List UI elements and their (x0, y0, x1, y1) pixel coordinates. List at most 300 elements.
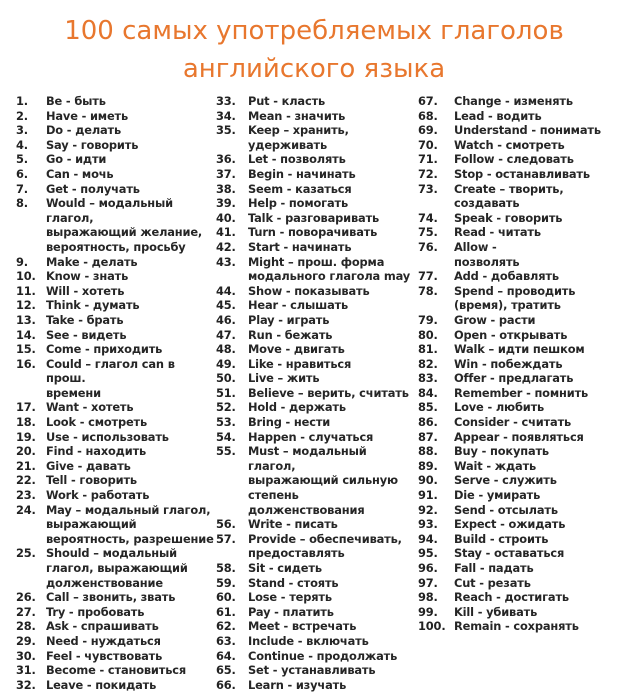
verb-number: 87. (418, 429, 438, 444)
verb-list-item (16, 298, 214, 313)
verb-number: 20. (16, 444, 36, 459)
verb-list-item (216, 678, 416, 692)
verb-text: Create – творить, создавать (454, 181, 564, 211)
verb-text: Continue - продолжать (248, 648, 398, 663)
verb-number: 56. (216, 517, 236, 532)
verb-list-item (418, 211, 623, 226)
verb-number: 84. (418, 385, 438, 400)
verb-number: 61. (216, 604, 236, 619)
verb-list-item (216, 430, 416, 445)
verb-text: Believe – верить, считать (248, 385, 409, 400)
verb-list-item (16, 357, 214, 401)
verb-column-2 (216, 94, 416, 692)
verb-text: Serve - служить (454, 473, 557, 488)
verb-list-item (16, 430, 214, 445)
verb-text: Could – глагол can в прош. времени (46, 356, 175, 400)
verb-number: 98. (418, 590, 438, 605)
verb-list-item (418, 371, 623, 386)
verb-number: 53. (216, 415, 236, 430)
verb-text: Buy - покупать (454, 444, 549, 459)
verb-number: 22. (16, 473, 36, 488)
verb-number: 44. (216, 283, 236, 298)
verb-number: 67. (418, 94, 438, 108)
verb-list-item (216, 255, 416, 284)
verb-text: Think - думать (46, 298, 140, 313)
verb-list-item (16, 182, 214, 197)
verb-text: Build - строить (454, 531, 549, 546)
verb-list-item (418, 488, 623, 503)
verb-text: Expect - ожидать (454, 517, 566, 532)
verb-number: 27. (16, 604, 36, 619)
verb-list-item (16, 415, 214, 430)
verb-number: 51. (216, 385, 236, 400)
verb-text: Call – звонить, звать (46, 590, 176, 605)
verb-text: Read - читать (454, 225, 541, 240)
verb-list-item (418, 109, 623, 124)
verb-number: 52. (216, 400, 236, 415)
verb-text: Must – модальный глагол, выражающий сильную степень долженствования (248, 444, 398, 517)
verb-text: Will - хотеть (46, 283, 125, 298)
verb-list-item (216, 619, 416, 634)
verb-list-item (216, 561, 416, 576)
verb-number: 70. (418, 137, 438, 152)
verb-list-item (16, 342, 214, 357)
verb-text: Fall - падать (454, 561, 534, 575)
verb-number: 23. (16, 488, 36, 503)
verb-list-item (216, 225, 416, 240)
verb-list-item (16, 196, 214, 254)
verb-list-item (216, 313, 416, 328)
verb-number: 17. (16, 400, 36, 415)
verb-number: 73. (418, 181, 438, 196)
verb-text: Walk – идти пешком (454, 342, 585, 357)
verb-list-item (216, 284, 416, 299)
verb-text: Want - хотеть (46, 400, 134, 415)
verb-number: 2. (16, 108, 28, 123)
verb-text: Die - умирать (454, 488, 541, 503)
verb-list-item (418, 342, 623, 357)
verb-list-item (418, 182, 623, 211)
verb-text: Learn - изучать (248, 677, 347, 692)
verb-number: 88. (418, 444, 438, 459)
verb-list-item (418, 576, 623, 591)
verb-number: 25. (16, 546, 36, 561)
verb-number: 4. (16, 137, 28, 152)
verb-list-item (16, 138, 214, 153)
verb-list-item (418, 225, 623, 240)
verb-number: 77. (418, 269, 438, 284)
verb-text: Would – модальный глагол, выражающий желание, вероятность, просьбу (46, 196, 203, 254)
verb-text: Love - любить (454, 400, 545, 415)
verb-number: 5. (16, 152, 28, 167)
verb-number: 3. (16, 123, 28, 138)
verb-list-item (216, 649, 416, 664)
verb-number: 65. (216, 663, 236, 678)
verb-list-item (418, 152, 623, 167)
verb-text: Can - мочь (46, 166, 114, 181)
verb-text: Do - делать (46, 123, 122, 138)
verb-list-item (418, 94, 623, 109)
verb-list-item (216, 400, 416, 415)
verb-number: 48. (216, 342, 236, 357)
verb-text: Need - нуждаться (46, 633, 161, 648)
verb-number: 99. (418, 604, 438, 619)
verb-text: Follow - следовать (454, 152, 574, 167)
verb-number: 41. (216, 225, 236, 240)
verb-text: Become - становиться (46, 663, 187, 678)
verb-number: 26. (16, 590, 36, 605)
verb-text: Kill - убивать (454, 604, 538, 619)
verb-text: Run - бежать (248, 327, 333, 342)
verb-list-item (16, 488, 214, 503)
verb-text: Stand - стоять (248, 575, 339, 590)
verb-number: 60. (216, 590, 236, 605)
verb-number: 91. (418, 488, 438, 503)
verb-number: 33. (216, 94, 236, 108)
verb-number: 46. (216, 312, 236, 327)
verb-number: 59. (216, 575, 236, 590)
verb-text: Should – модальный глагол, выражающий долженствование (46, 546, 188, 590)
verb-number: 1. (16, 94, 28, 108)
verb-text: Say - говорить (46, 137, 139, 152)
verb-number: 42. (216, 239, 236, 254)
verb-number: 29. (16, 633, 36, 648)
verb-list-item (16, 313, 214, 328)
verb-text: Lead - водить (454, 108, 542, 123)
verb-text: Bring - нести (248, 415, 331, 430)
verb-text: Work - работать (46, 488, 150, 503)
verb-number: 39. (216, 196, 236, 211)
verb-list-item (216, 371, 416, 386)
verb-list-item (16, 459, 214, 474)
verb-number: 74. (418, 210, 438, 225)
verb-number: 96. (418, 561, 438, 575)
verb-text: Hear - слышать (248, 298, 349, 313)
verb-number: 89. (418, 458, 438, 473)
verb-number: 57. (216, 531, 236, 546)
verb-list-item (216, 240, 416, 255)
verb-number: 31. (16, 663, 36, 678)
verb-number: 8. (16, 196, 28, 211)
verb-number: 43. (216, 254, 236, 269)
verb-text: Move - двигать (248, 342, 345, 357)
verb-number: 35. (216, 123, 236, 138)
verb-list-item (418, 313, 623, 328)
verb-number: 86. (418, 415, 438, 430)
verb-number: 19. (16, 429, 36, 444)
verb-text: Might – прош. форма модального глагола may (248, 254, 411, 284)
verb-text: Like - нравиться (248, 356, 352, 371)
verb-list-item (16, 328, 214, 343)
verb-text: Talk - разговаривать (248, 210, 380, 225)
verb-number: 72. (418, 166, 438, 181)
verb-number: 40. (216, 210, 236, 225)
verb-number: 55. (216, 444, 236, 459)
verb-list-item (418, 532, 623, 547)
verb-text: Wait - ждать (454, 458, 537, 473)
verb-text: Change - изменять (454, 94, 573, 108)
verb-number: 97. (418, 575, 438, 590)
verb-number: 7. (16, 181, 28, 196)
verb-text: Stay - оставаться (454, 546, 565, 561)
verb-text: Cut - резать (454, 575, 531, 590)
verb-number: 47. (216, 327, 236, 342)
verb-list-item (418, 328, 623, 343)
verb-list-item (418, 561, 623, 576)
verb-list-item (216, 298, 416, 313)
verb-list-item (216, 386, 416, 401)
verb-text: Hold - держать (248, 400, 346, 415)
verb-text: Make - делать (46, 254, 138, 269)
verb-text: Include - включать (248, 633, 369, 648)
verb-list-item (418, 240, 623, 269)
verb-list-item (16, 619, 214, 634)
verb-text: Turn - поворачивать (248, 225, 378, 240)
verb-list-item (418, 269, 623, 284)
verb-number: 37. (216, 166, 236, 181)
verb-text: Stop - останавливать (454, 166, 590, 181)
verb-list-item (418, 517, 623, 532)
verb-text: Set - устанавливать (248, 663, 376, 678)
verb-list-item (216, 123, 416, 152)
verb-list-item (418, 473, 623, 488)
verb-list-item (216, 357, 416, 372)
verb-list-item (216, 182, 416, 197)
verb-list-item (16, 400, 214, 415)
verb-list-item (16, 678, 214, 692)
verb-text: Speak - говорить (454, 210, 563, 225)
verb-number: 54. (216, 429, 236, 444)
verb-number: 83. (418, 371, 438, 386)
verb-text: Leave - покидать (46, 677, 157, 692)
verb-list-item (16, 152, 214, 167)
verb-list-item (216, 109, 416, 124)
verb-list-item (216, 211, 416, 226)
verb-number: 63. (216, 633, 236, 648)
verb-text: Spend – проводить (время), тратить (454, 283, 576, 313)
verb-list-item (216, 590, 416, 605)
verb-text: Play - играть (248, 312, 330, 327)
verb-list-item (216, 605, 416, 620)
verb-list-item (418, 459, 623, 474)
verb-list-item (16, 94, 214, 109)
verb-text: Meet - встречать (248, 619, 357, 634)
verb-text: Grow - расти (454, 312, 536, 327)
verb-text: Use - использовать (46, 429, 169, 444)
verb-list-item (418, 590, 623, 605)
verb-text: Try - пробовать (46, 604, 145, 619)
verb-text: Mean - значить (248, 108, 346, 123)
verb-number: 81. (418, 342, 438, 357)
verb-list-item (216, 342, 416, 357)
verb-list-item (418, 284, 623, 313)
verb-list-item (16, 269, 214, 284)
verb-list-item (216, 576, 416, 591)
verb-text: Take - брать (46, 312, 124, 327)
verb-text: Ask - спрашивать (46, 619, 159, 634)
verb-number: 85. (418, 400, 438, 415)
verb-number: 32. (16, 677, 36, 692)
verb-number: 58. (216, 561, 236, 575)
verb-text: Begin - начинать (248, 166, 356, 181)
verb-text: Appear - появляться (454, 429, 584, 444)
verb-list-item (418, 138, 623, 153)
verb-text: Go - идти (46, 152, 107, 167)
verb-text: Watch - смотреть (454, 137, 565, 152)
verb-text: Consider - считать (454, 415, 572, 430)
verb-number: 82. (418, 356, 438, 371)
verb-list-item (16, 473, 214, 488)
verb-text: Reach - достигать (454, 590, 569, 605)
verb-list-item (418, 444, 623, 459)
verb-number: 78. (418, 283, 438, 298)
verb-number: 79. (418, 312, 438, 327)
verb-number: 38. (216, 181, 236, 196)
verb-number: 94. (418, 531, 438, 546)
verb-number: 16. (16, 356, 36, 371)
verb-list-item (216, 167, 416, 182)
verb-number: 76. (418, 239, 438, 254)
verb-list-item (16, 444, 214, 459)
page-title: 100 самых употребляемых глаголов (64, 16, 564, 46)
verb-list-item (418, 430, 623, 445)
verb-text: Offer - предлагать (454, 371, 574, 386)
verb-list-item (16, 284, 214, 299)
verb-text: See - видеть (46, 327, 127, 342)
verb-list-item (216, 444, 416, 517)
verb-text: Remain - сохранять (454, 619, 579, 634)
verb-text: Get - получать (46, 181, 140, 196)
verb-list-item (16, 123, 214, 138)
verb-number: 28. (16, 619, 36, 634)
verb-text: Give - давать (46, 458, 131, 473)
verb-list-item (418, 546, 623, 561)
verb-text: Live – жить (248, 371, 320, 386)
verb-text: Have - иметь (46, 108, 129, 123)
verb-number: 62. (216, 619, 236, 634)
verb-number: 93. (418, 517, 438, 532)
verb-text: Send - отсылать (454, 502, 558, 517)
verb-number: 15. (16, 342, 36, 357)
verb-text: Add - добавлять (454, 269, 559, 284)
verb-text: Understand - понимать (454, 123, 601, 138)
verb-list-item (16, 503, 214, 547)
verb-text: Lose - терять (248, 590, 332, 605)
verb-text: Put - класть (248, 94, 326, 108)
verb-number: 69. (418, 123, 438, 138)
verb-list-item (16, 167, 214, 182)
verb-text: Win - побеждать (454, 356, 563, 371)
verb-text: Start - начинать (248, 239, 352, 254)
verb-number: 64. (216, 648, 236, 663)
verb-list-item (418, 503, 623, 518)
verb-text: Help - помогать (248, 196, 348, 211)
verb-list-item (418, 619, 623, 634)
verb-text: May – модальный глагол, выражающий вероятность, разрешение (46, 502, 214, 546)
verb-list-item (16, 590, 214, 605)
verb-list-item (418, 123, 623, 138)
verb-text: Feel - чувствовать (46, 648, 163, 663)
verb-text: Write - писать (248, 517, 338, 532)
verb-list-item (216, 517, 416, 532)
verb-number: 13. (16, 312, 36, 327)
verb-number: 75. (418, 225, 438, 240)
verb-column-3 (418, 94, 623, 634)
verb-list-item (16, 255, 214, 270)
verb-text: Show - показывать (248, 283, 370, 298)
verb-text: Pay - платить (248, 604, 334, 619)
verb-number: 95. (418, 546, 438, 561)
verb-text: Tell - говорить (46, 473, 137, 488)
verb-text: Look - смотреть (46, 415, 148, 430)
verb-text: Happen - случаться (248, 429, 374, 444)
verb-number: 10. (16, 269, 36, 284)
verb-list-item (16, 109, 214, 124)
verb-list-item (418, 357, 623, 372)
verb-text: Remember - помнить (454, 385, 589, 400)
verb-number: 36. (216, 152, 236, 167)
verb-list-item (16, 649, 214, 664)
verb-number: 66. (216, 677, 236, 692)
verb-text: Seem - казаться (248, 181, 352, 196)
verb-number: 80. (418, 327, 438, 342)
verb-list-item (216, 152, 416, 167)
verb-number: 18. (16, 415, 36, 430)
verb-list-item (216, 328, 416, 343)
verb-number: 100. (418, 619, 446, 634)
page-subtitle: английского языка (182, 54, 446, 84)
verb-number: 9. (16, 254, 28, 269)
verb-number: 71. (418, 152, 438, 167)
verb-number: 14. (16, 327, 36, 342)
verb-text: Find - находить (46, 444, 147, 459)
verb-list-item (216, 532, 416, 561)
verb-text: Know - знать (46, 269, 129, 284)
verb-list-item (216, 196, 416, 211)
verb-list-item (16, 634, 214, 649)
verb-list-item (418, 605, 623, 620)
verb-number: 50. (216, 371, 236, 386)
verb-number: 30. (16, 648, 36, 663)
verb-text: Sit - сидеть (248, 561, 322, 575)
verb-number: 6. (16, 166, 28, 181)
verb-list-item (418, 400, 623, 415)
verb-list-item (216, 415, 416, 430)
verb-number: 90. (418, 473, 438, 488)
verb-number: 24. (16, 502, 36, 517)
verb-number: 92. (418, 502, 438, 517)
verb-number: 45. (216, 298, 236, 313)
verb-number: 11. (16, 283, 36, 298)
verb-text: Allow - позволять (454, 239, 520, 269)
verb-text: Provide – обеспечивать, предоставлять (248, 531, 402, 561)
verb-text: Let - позволять (248, 152, 346, 167)
verb-number: 34. (216, 108, 236, 123)
verb-number: 49. (216, 356, 236, 371)
verb-list-item (216, 634, 416, 649)
verb-list-item (16, 605, 214, 620)
verb-list-item (418, 167, 623, 182)
verb-number: 21. (16, 458, 36, 473)
verb-list-item (418, 415, 623, 430)
verb-text: Open - открывать (454, 327, 568, 342)
verb-column-1 (16, 94, 214, 692)
verb-text: Come - приходить (46, 342, 163, 357)
verb-text: Be - быть (46, 94, 106, 108)
verb-text: Keep – хранить, удерживать (248, 123, 349, 152)
verb-list-item (16, 546, 214, 590)
verb-list-item (216, 94, 416, 109)
